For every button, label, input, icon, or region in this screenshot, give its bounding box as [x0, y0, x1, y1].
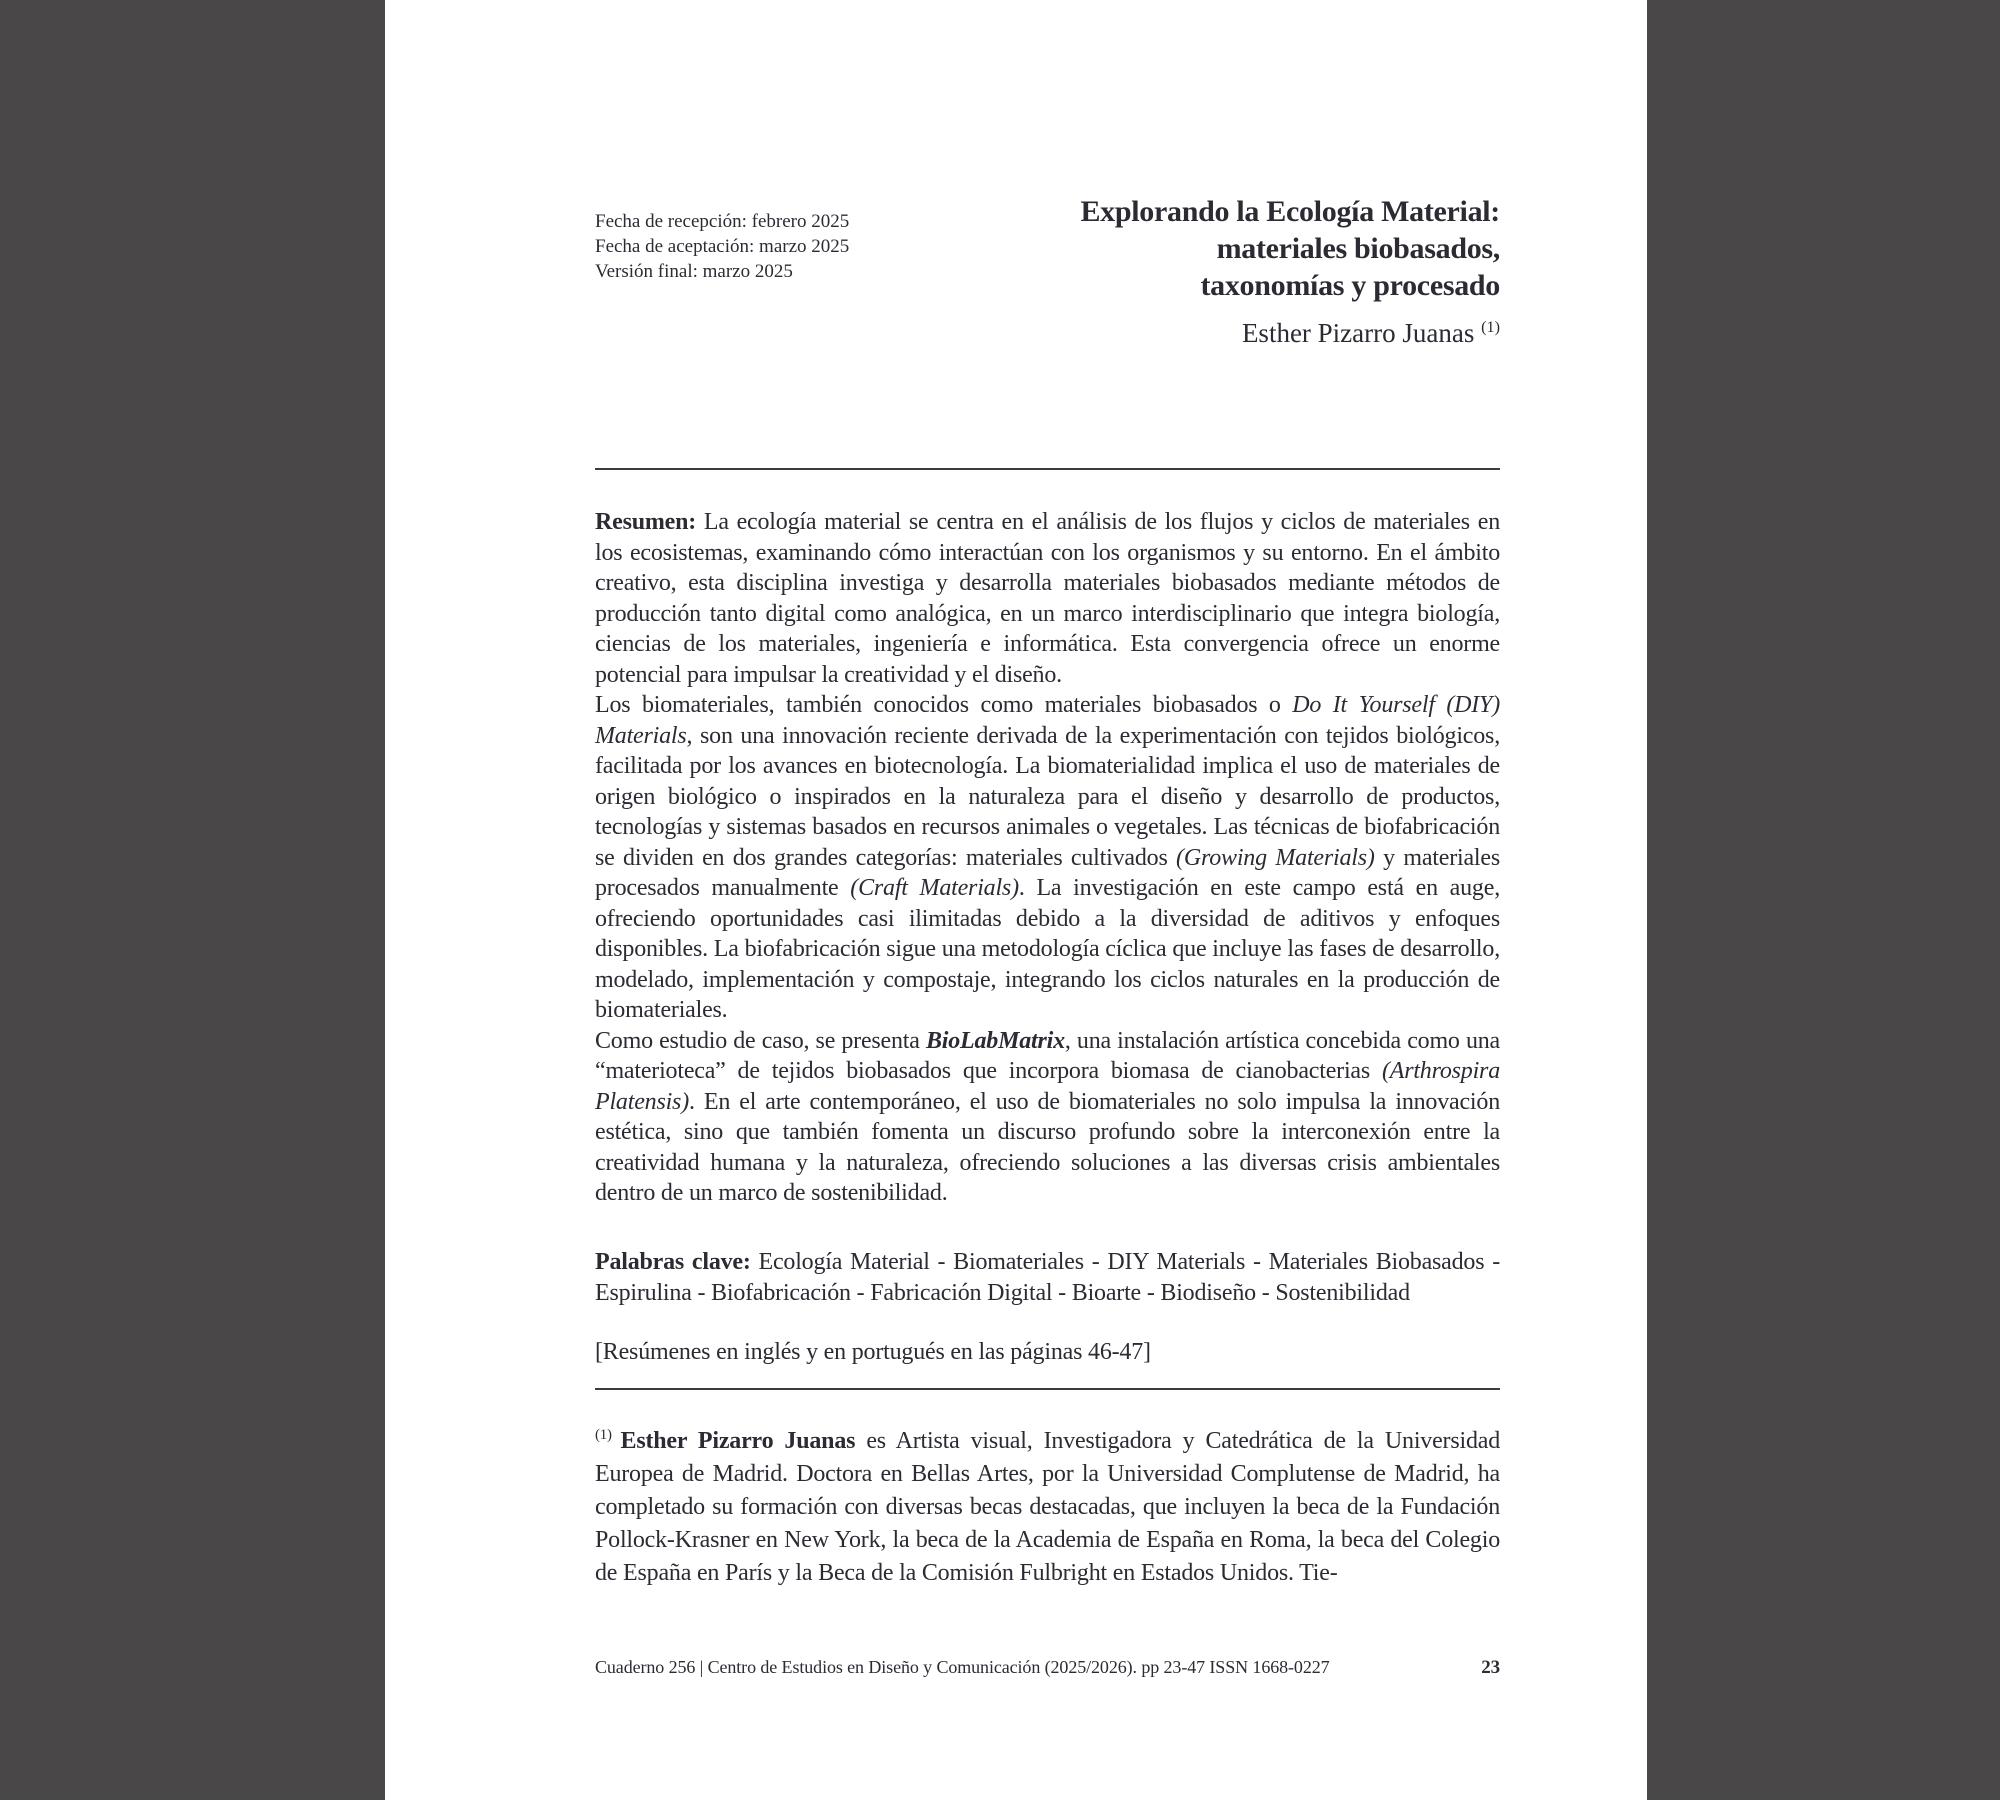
author-note-ref: (1)	[1481, 318, 1500, 336]
page-footer	[595, 1655, 1500, 1680]
keywords: Palabras clave: Ecología Material - Biomateriales - DIY Materials - Materiales Biobasados - Espirulina - Biofabricación - Fabricación Digital - Bioarte - Biodiseño - Sostenibilidad	[595, 1249, 1500, 1306]
acceptance-date: Fecha de aceptación: marzo 2025	[595, 236, 850, 257]
author-name: Esther Pizarro Juanas	[1241, 318, 1482, 348]
final-version-date: Versión final: marzo 2025	[595, 261, 793, 282]
reception-date: Fecha de recepción: febrero 2025	[595, 211, 850, 232]
abstract-paragraph-3: Como estudio de caso, se presenta BioLabMatrix, una instalación artística concebida como una “materioteca” de tejidos biobasados que incorpora biomasa de cianobacterias (Arthrospira Platensis). En el arte contemporáneo, el uso de biomateriales no solo impulsa la innovación estética, sino que también fomenta un discurso profundo sobre la interconexión entre la creatividad humana y la naturaleza, ofreciendo soluciones a las diversas crisis ambientales dentro de un marco de sostenibilidad.	[595, 1027, 1500, 1206]
article-author	[800, 310, 1500, 350]
summaries-note: [Resúmenes en inglés y en portugués en las páginas 46-47]	[595, 1339, 1151, 1365]
author-footnote: $^{(1)}$ Esther Pizarro Juanas es Artista visual, Investigadora y Catedrática de la Universidad Europea de Madrid. Doctora en Bellas Artes, por la Universidad Complutense de Madrid, ha completado su formación con diversas becas destacadas, que incluyen la beca de la Fundación Pollock-Krasner en New York, la beca de la Academia de España en Roma, la beca del Colegio de España en París y la Beca de la Comisión Fulbright en Estados Unidos. Tie-	[595, 1427, 1500, 1586]
abstract-section	[595, 507, 1500, 1209]
abstract-top-divider	[595, 468, 1500, 470]
journal-page	[385, 0, 1647, 1800]
article-title-line-1: Explorando la Ecología Material:	[1080, 195, 1500, 228]
abstract-paragraph-1: Resumen: La ecología material se centra en el análisis de los flujos y ciclos de materiales en los ecosistemas, examinando cómo interactúan con los organismos y su entorno. En el ámbito creativo, esta disciplina investiga y desarrolla materiales biobasados mediante métodos de producción tanto digital como analógica, en un marco interdisciplinario que integra biología, ciencias de los materiales, ingeniería e informática. Esta convergencia ofrece un enorme potencial para impulsar la creatividad y el diseño.	[595, 509, 1501, 688]
journal-info: Cuaderno 256 | Centro de Estudios en Diseño y Comunicación (2025/2026). pp 23-47 ISSN 1668-0227	[595, 1657, 1330, 1677]
footnote-divider	[595, 1388, 1500, 1390]
page-number: 23	[1481, 1657, 1500, 1678]
article-title-line-2: materiales biobasados,	[1216, 232, 1500, 265]
article-title	[800, 193, 1500, 304]
article-title-line-3: taxonomías y procesado	[1200, 269, 1500, 302]
abstract-paragraph-2: Los biomateriales, también conocidos como materiales biobasados o Do It Yourself (DIY) Materials, son una innovación reciente derivada de la experimentación con tejidos biológicos, facilitada por los avances en biotecnología. La biomaterialidad implica el uso de materiales de origen biológico o inspirados en la naturaleza para el diseño y desarrollo de productos, tecnologías y sistemas basados en recursos animales o vegetales. Las técnicas de biofabricación se dividen en dos grandes categorías: materiales cultivados (Growing Materials) y materiales procesados manualmente (Craft Materials). La investigación en este campo está en auge, ofreciendo oportunidades casi ilimitadas debido a la diversidad de aditivos y enfoques disponibles. La biofabricación sigue una metodología cíclica que incluye las fases de desarrollo, modelado, implementación y compostaje, integrando los ciclos naturales en la producción de biomateriales.	[595, 692, 1500, 1023]
